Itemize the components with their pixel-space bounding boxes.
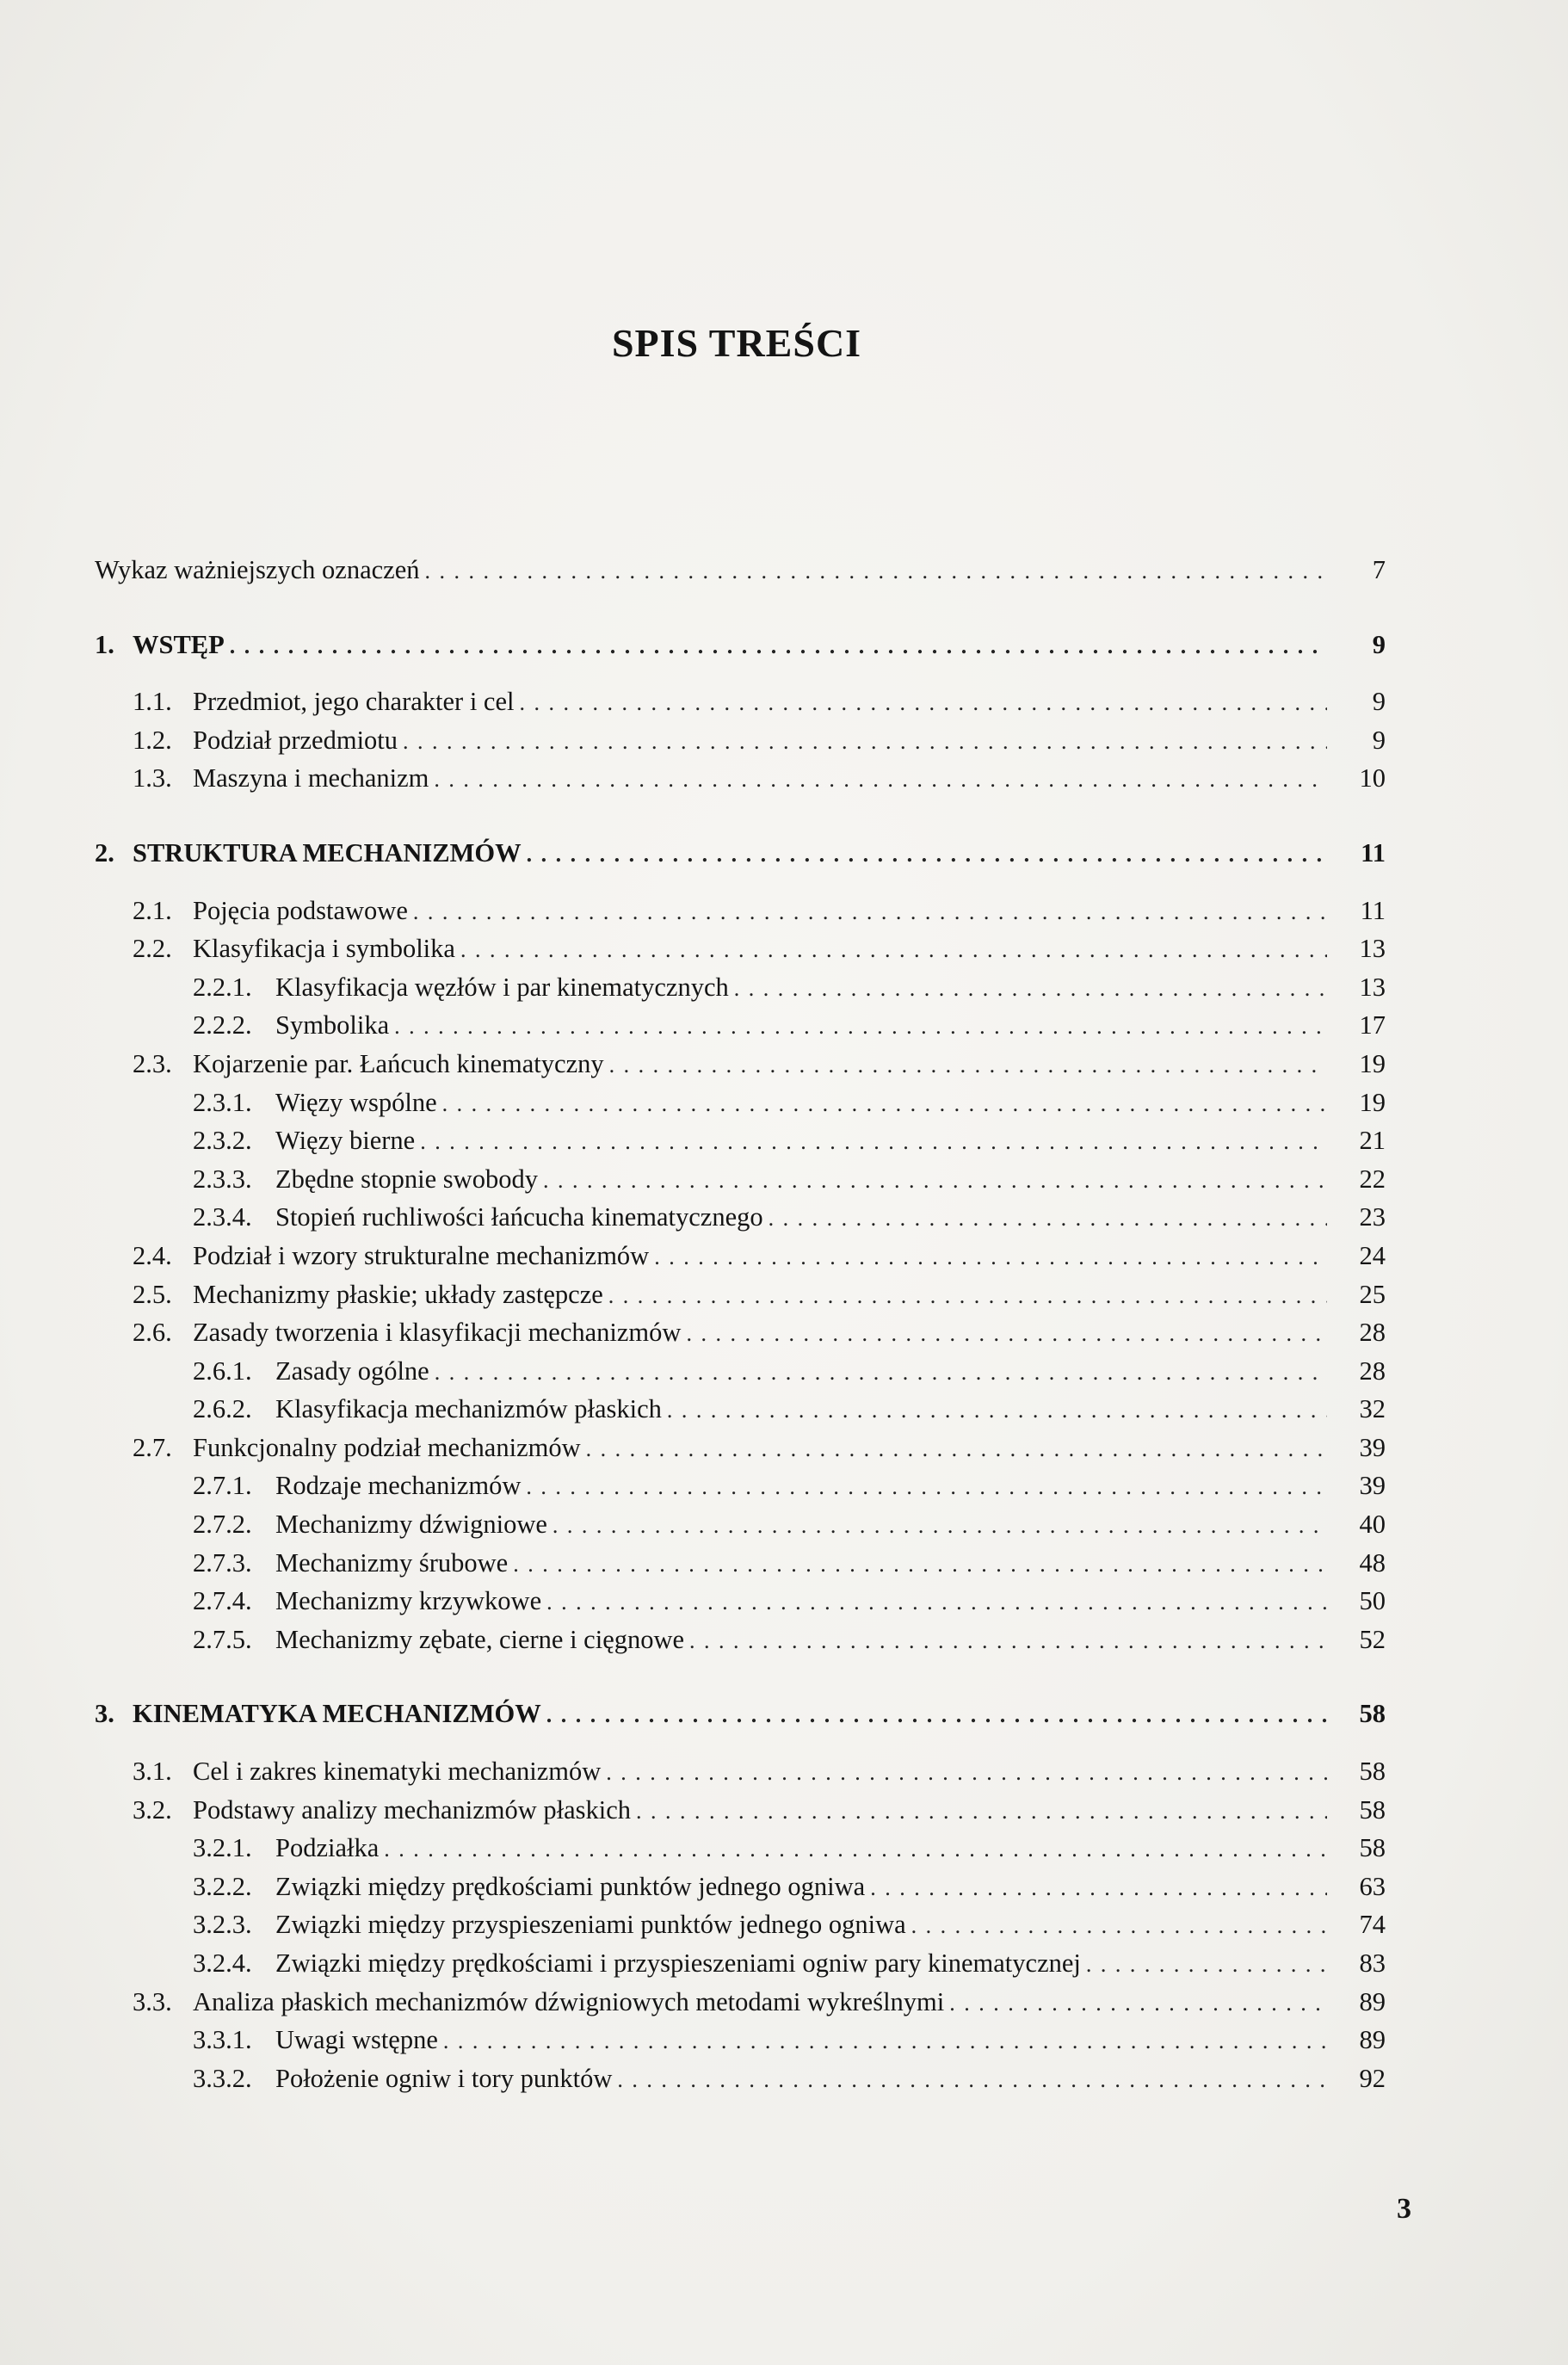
entry-number: 3.2.1.	[193, 1833, 252, 1863]
dot-leader	[403, 723, 1327, 762]
entry-number: 3.2.2.	[193, 1871, 252, 1901]
entry-title: Związki między prędkościami punktów jednego ogniwa	[275, 1871, 866, 1901]
entry-title: Mechanizmy dźwigniowe	[275, 1510, 547, 1540]
toc-entry	[95, 1582, 1386, 1621]
toc-entry	[95, 682, 1386, 721]
entry-title: Zasady ogólne	[275, 1355, 429, 1386]
entry-number: 3.3.1.	[193, 2025, 252, 2055]
entry-title: Rodzaje mechanizmów	[275, 1471, 522, 1501]
entry-number: 2.3.4.	[193, 1202, 252, 1232]
dot-leader	[384, 1831, 1327, 1869]
entry-number: 2.7.4.	[193, 1586, 252, 1616]
entry-page: 89	[1359, 1986, 1386, 2016]
toc-entry	[95, 1905, 1386, 1944]
toc-entry	[95, 1352, 1386, 1391]
dot-leader	[553, 1507, 1327, 1546]
dot-leader	[543, 1162, 1327, 1201]
entry-title: Funkcjonalny podział mechanizmów	[193, 1432, 581, 1462]
entry-page: 58	[1359, 1757, 1386, 1787]
toc-entry	[95, 2059, 1386, 2098]
dot-leader	[667, 1392, 1327, 1430]
dot-leader	[608, 1277, 1327, 1316]
entry-title: Uwagi wstępne	[275, 2025, 438, 2055]
dot-leader	[617, 2061, 1327, 2100]
entry-page: 11	[1361, 837, 1386, 868]
dot-leader	[606, 1754, 1327, 1793]
toc-entry	[95, 1006, 1386, 1045]
entry-page: 17	[1359, 1010, 1386, 1040]
dot-leader	[394, 1008, 1327, 1047]
entry-title: Wykaz ważniejszych oznaczeń	[95, 555, 420, 584]
entry-number: 2.1.	[133, 895, 172, 925]
toc-entry	[95, 1868, 1386, 1906]
entry-title: Maszyna i mechanizm	[193, 763, 429, 793]
entry-page: 13	[1359, 934, 1386, 964]
dot-leader	[1086, 1946, 1327, 1985]
entry-title: Związki między prędkościami i przyspieszeniami ogniw pary kinematycznej	[275, 1948, 1081, 1978]
entry-page: 39	[1359, 1432, 1386, 1462]
toc-chapter	[95, 626, 1386, 664]
dot-leader	[949, 1985, 1327, 2023]
dot-leader	[870, 1869, 1327, 1908]
dot-leader	[609, 1047, 1327, 1085]
dot-leader	[526, 1468, 1327, 1507]
entry-title: Mechanizmy krzywkowe	[275, 1586, 542, 1616]
entry-title: Stopień ruchliwości łańcucha kinematycznego	[275, 1202, 763, 1232]
entry-number: 2.7.2.	[193, 1510, 252, 1540]
entry-title: Podział i wzory strukturalne mechanizmów	[193, 1240, 650, 1270]
toc-entry	[95, 1390, 1386, 1429]
entry-page: 58	[1359, 1833, 1386, 1863]
entry-number: 2.	[95, 837, 114, 868]
dot-leader	[546, 1584, 1327, 1622]
toc-entry	[95, 1084, 1386, 1122]
toc-entry	[95, 1829, 1386, 1868]
entry-page: 24	[1359, 1240, 1386, 1270]
entry-number: 2.3.3.	[193, 1164, 252, 1194]
entry-title: Mechanizmy płaskie; układy zastępcze	[193, 1279, 603, 1309]
entry-title: Podział przedmiotu	[193, 725, 398, 755]
entry-number: 2.6.1.	[193, 1355, 252, 1386]
toc-entry	[95, 1045, 1386, 1084]
entry-page: 9	[1372, 687, 1386, 717]
entry-title: WSTĘP	[133, 629, 225, 659]
entry-page: 22	[1359, 1164, 1386, 1194]
dot-leader	[413, 893, 1327, 932]
entry-page: 48	[1359, 1547, 1386, 1578]
entry-number: 3.3.2.	[193, 2063, 252, 2093]
toc-entry	[95, 1313, 1386, 1352]
entry-page: 9	[1372, 725, 1386, 755]
entry-number: 2.2.1.	[193, 972, 252, 1002]
entry-number: 2.7.5.	[193, 1624, 252, 1654]
entry-page: 74	[1359, 1910, 1386, 1940]
entry-title: Klasyfikacja węzłów i par kinematycznych	[275, 972, 729, 1002]
toc-entry	[95, 721, 1386, 760]
dot-leader	[527, 836, 1327, 874]
dot-leader	[734, 970, 1327, 1009]
entry-title: Mechanizmy zębate, cierne i cięgnowe	[275, 1624, 685, 1654]
entry-title: Symbolika	[275, 1010, 390, 1040]
toc-entry	[95, 1429, 1386, 1467]
entry-page: 28	[1359, 1318, 1386, 1348]
toc-entry	[95, 1198, 1386, 1237]
entry-page: 10	[1359, 763, 1386, 793]
entry-number: 2.4.	[133, 1240, 172, 1270]
toc-entry	[95, 1237, 1386, 1275]
entry-title: Położenie ogniw i tory punktów	[275, 2063, 613, 2093]
toc-entry	[95, 759, 1386, 798]
entry-page: 40	[1359, 1510, 1386, 1540]
entry-number: 3.2.	[133, 1794, 172, 1825]
entry-number: 2.7.1.	[193, 1471, 252, 1501]
entry-page: 11	[1360, 895, 1386, 925]
toc-entry	[95, 1467, 1386, 1505]
entry-page: 28	[1359, 1355, 1386, 1386]
entry-page: 89	[1359, 2025, 1386, 2055]
toc-chapter	[95, 834, 1386, 873]
entry-page: 63	[1359, 1871, 1386, 1901]
entry-title: Przedmiot, jego charakter i cel	[193, 687, 515, 717]
entry-title: Klasyfikacja i symbolika	[193, 934, 455, 964]
entry-page: 50	[1359, 1586, 1386, 1616]
toc-entry	[95, 1505, 1386, 1544]
entry-page: 83	[1359, 1948, 1386, 1978]
entry-title: STRUKTURA MECHANIZMÓW	[133, 837, 522, 868]
entry-title: Pojęcia podstawowe	[193, 895, 408, 925]
dot-leader	[434, 761, 1327, 800]
toc-entry	[95, 2021, 1386, 2059]
entry-number: 2.3.	[133, 1048, 172, 1078]
toc-entry	[95, 1275, 1386, 1314]
entry-number: 2.5.	[133, 1279, 172, 1309]
entry-page: 21	[1359, 1126, 1386, 1156]
toc-chapter	[95, 1695, 1386, 1733]
entry-page: 23	[1359, 1202, 1386, 1232]
entry-page: 9	[1372, 629, 1386, 659]
table-of-contents	[95, 551, 1386, 2097]
dot-leader	[425, 553, 1328, 591]
entry-page: 13	[1359, 972, 1386, 1002]
page-number: 3	[1397, 2193, 1411, 2225]
dot-leader	[435, 1354, 1327, 1392]
entry-number: 2.6.	[133, 1318, 172, 1348]
dot-leader	[636, 1793, 1327, 1831]
entry-title: Kojarzenie par. Łańcuch kinematyczny	[193, 1048, 604, 1078]
dot-leader	[546, 1696, 1327, 1735]
entry-page: 39	[1359, 1471, 1386, 1501]
toc-entry	[95, 1983, 1386, 2022]
toc-entry	[95, 1160, 1386, 1199]
entry-page: 92	[1359, 2063, 1386, 2093]
entry-title: Cel i zakres kinematyki mechanizmów	[193, 1757, 602, 1787]
dot-leader	[442, 1085, 1327, 1124]
dot-leader	[586, 1430, 1327, 1469]
dot-leader	[686, 1315, 1327, 1354]
toc-entry	[95, 1791, 1386, 1830]
entry-number: 2.2.	[133, 934, 172, 964]
dot-leader	[460, 931, 1327, 970]
toc-entry	[95, 1944, 1386, 1983]
entry-page: 19	[1359, 1087, 1386, 1117]
entry-number: 2.3.2.	[193, 1126, 252, 1156]
entry-title: KINEMATYKA MECHANIZMÓW	[133, 1699, 541, 1729]
entry-title: Więzy wspólne	[275, 1087, 437, 1117]
entry-number: 3.3.	[133, 1986, 172, 2016]
entry-title: Podstawy analizy mechanizmów płaskich	[193, 1794, 632, 1825]
entry-title: Związki między przyspieszeniami punktów jednego ogniwa	[275, 1910, 906, 1940]
entry-number: 2.6.2.	[193, 1394, 252, 1424]
toc-entry	[95, 892, 1386, 930]
entry-number: 1.	[95, 629, 114, 659]
dot-leader	[689, 1622, 1327, 1661]
entry-page: 58	[1359, 1794, 1386, 1825]
entry-page: 58	[1359, 1699, 1386, 1729]
dot-leader	[513, 1546, 1327, 1584]
dot-leader	[911, 1907, 1327, 1946]
entry-page: 19	[1359, 1048, 1386, 1078]
entry-number: 2.7.	[133, 1432, 172, 1462]
page-title: SPIS TREŚCI	[611, 321, 862, 365]
toc-entry	[95, 929, 1386, 968]
entry-number: 2.3.1.	[193, 1087, 252, 1117]
entry-number: 3.2.4.	[193, 1948, 252, 1978]
dot-leader	[230, 627, 1327, 666]
toc-entry	[95, 1121, 1386, 1160]
dot-leader	[443, 2022, 1327, 2061]
entry-number: 3.2.3.	[193, 1910, 252, 1940]
entry-number: 3.	[95, 1699, 114, 1729]
entry-title: Klasyfikacja mechanizmów płaskich	[275, 1394, 662, 1424]
dot-leader	[420, 1123, 1327, 1162]
entry-number: 1.3.	[133, 763, 172, 793]
toc-entry	[95, 1752, 1386, 1791]
entry-title: Analiza płaskich mechanizmów dźwigniowych metodami wykreślnymi	[193, 1986, 945, 2016]
entry-title: Mechanizmy śrubowe	[275, 1547, 509, 1578]
toc-entry	[95, 968, 1386, 1007]
entry-page: 32	[1359, 1394, 1386, 1424]
entry-title: Zbędne stopnie swobody	[275, 1164, 538, 1194]
entry-page: 25	[1359, 1279, 1386, 1309]
entry-page: 52	[1359, 1624, 1386, 1654]
dot-leader	[654, 1238, 1327, 1277]
entry-number: 3.1.	[133, 1757, 172, 1787]
entry-number: 2.2.2.	[193, 1010, 252, 1040]
toc-entry	[95, 551, 1386, 590]
entry-title: Podziałka	[275, 1833, 380, 1863]
entry-page: 7	[1372, 555, 1386, 584]
entry-title: Więzy bierne	[275, 1126, 416, 1156]
dot-leader	[519, 684, 1327, 723]
toc-entry	[95, 1544, 1386, 1583]
entry-number: 1.2.	[133, 725, 172, 755]
dot-leader	[769, 1200, 1327, 1238]
toc-entry	[95, 1621, 1386, 1659]
entry-number: 1.1.	[133, 687, 172, 717]
entry-title: Zasady tworzenia i klasyfikacji mechanizmów	[193, 1318, 682, 1348]
entry-number: 2.7.3.	[193, 1547, 252, 1578]
